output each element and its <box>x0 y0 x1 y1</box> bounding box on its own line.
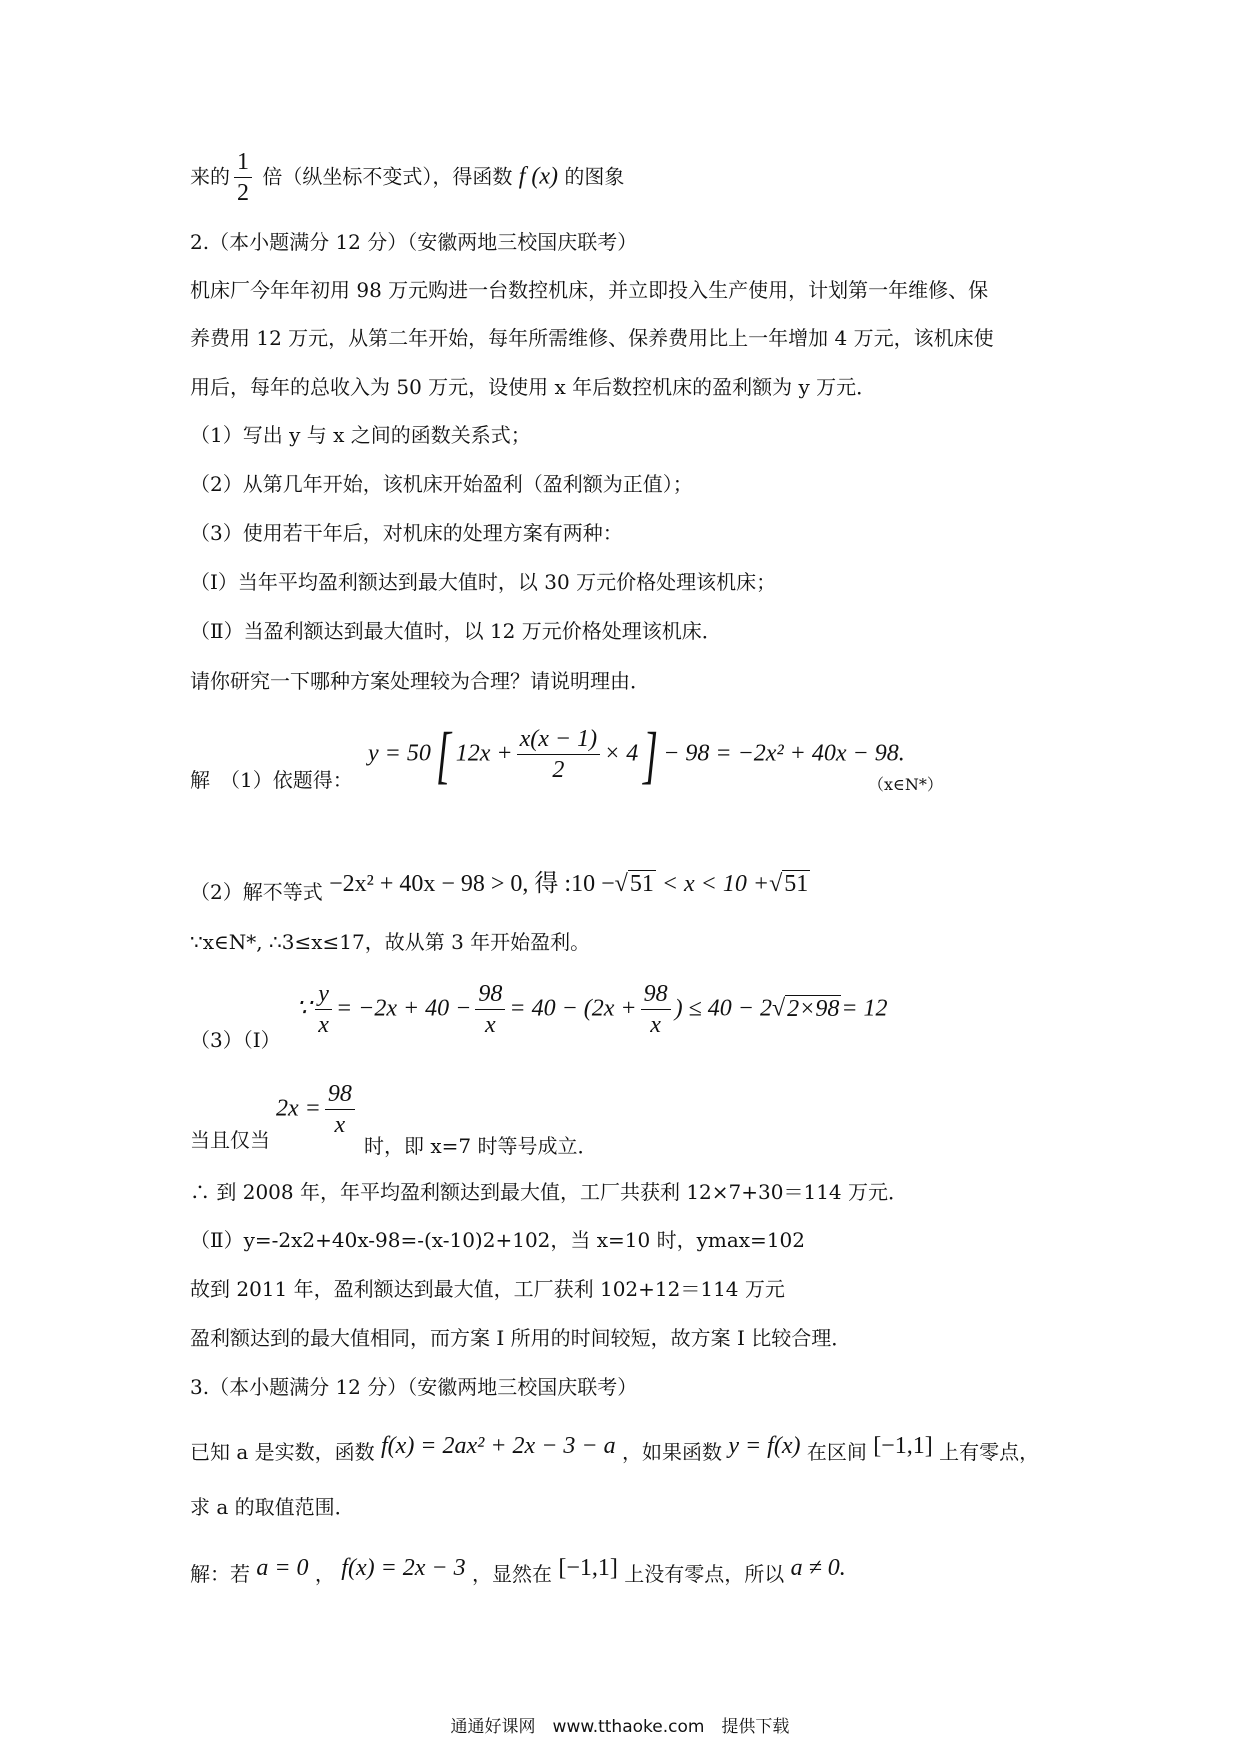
fraction-denominator: x <box>650 1012 661 1039</box>
y-over-x <box>315 982 332 1038</box>
solution-2-label: （2）解不等式 <box>190 880 323 904</box>
solution-line: （Ⅱ）y=-2x2+40x-98=-(x-10)2+102，当 x=10 时，ymax=102 <box>190 1228 805 1252</box>
half-fraction <box>234 150 252 206</box>
math-expr: f(x) = 2x − 3 <box>341 1555 466 1581</box>
right-bracket: ] <box>643 719 659 790</box>
inequality-left: −2x² + 40x − 98 > 0, 得 :10 − <box>329 871 615 897</box>
98-over-x <box>325 1082 355 1138</box>
q2-item-3: （3）使用若干年后，对机床的处理方案有两种： <box>190 521 623 545</box>
solution-1-formula <box>368 719 905 790</box>
text: 倍（纵坐标不变式），得函数 <box>262 164 513 189</box>
fraction-numerator: 98 <box>325 1082 355 1110</box>
text: 的图象 <box>564 164 625 189</box>
formula-part: = −2x + 40 − <box>335 995 472 1022</box>
q2-paragraph-line-2: 养费用 12 万元，从第二年开始，每年所需维修、保养费用比上一年增加 4 万元，该机床使 <box>190 326 994 350</box>
formula-part: ) ≤ 40 − 2 <box>674 995 772 1022</box>
text: 已知 a 是实数，函数 <box>190 1440 375 1464</box>
solution-line: 盈利额达到的最大值相同，而方案 I 所用的时间较短，故方案 I 比较合理． <box>190 1326 852 1350</box>
formula-inner: 12x + <box>455 740 513 767</box>
interval: [−1,1] <box>873 1433 933 1459</box>
text: 在区间 <box>806 1440 867 1464</box>
q2-item-1: （1）写出 y 与 x 之间的函数关系式； <box>190 423 531 447</box>
q2-item-5: （Ⅱ）当盈利额达到最大值时，以 12 万元价格处理该机床． <box>190 619 722 643</box>
text: ，显然在 <box>472 1562 552 1586</box>
text: ，如果函数 <box>621 1440 722 1464</box>
fraction-denominator: x <box>318 1012 329 1039</box>
fraction-numerator: 98 <box>641 982 671 1010</box>
sqrt-2x98: 2×98 <box>787 995 840 1022</box>
fraction-numerator: y <box>315 982 332 1010</box>
question-3-heading: 3.（本小题满分 12 分）（安徽两地三校国庆联考） <box>190 1375 638 1399</box>
fraction-numerator: 98 <box>475 982 505 1010</box>
formula-part: = 12 <box>841 995 888 1022</box>
solution-3-formula: ∵ $\frac{y}{x}$ = −2x + 40 − $\frac{98}{x}$ = 40 − (2x + $\frac{98}{x}$ ) ≤ 40 − 2√2×98= 12 <box>296 981 888 1039</box>
q2-paragraph-line-1: 机床厂今年年初用 98 万元购进一台数控机床，并立即投入生产使用，计划第一年维修、保 <box>190 278 989 302</box>
solution-1-label: 解 （1）依题得： <box>190 768 353 792</box>
domain-note: （x∈N*） <box>868 775 943 794</box>
function-formula: f(x) = 2ax² + 2x − 3 − a <box>381 1433 616 1459</box>
fraction-denominator: x <box>485 1012 496 1039</box>
formula-rhs: − 98 = −2x² + 40x − 98. <box>663 740 905 767</box>
function-formula: y = f(x) <box>728 1433 801 1459</box>
text: ， <box>314 1562 335 1586</box>
q2-item-6: 请你研究一下哪种方案处理较为合理？请说明理由． <box>190 669 650 693</box>
equality-condition <box>190 1130 270 1150</box>
98-over-x <box>475 982 505 1038</box>
footer-source: 通通好课网 www.tthaoke.com 提供下载 <box>450 1717 790 1737</box>
text: 上有零点， <box>939 1440 1040 1464</box>
q3-solution <box>190 1555 846 1586</box>
condition-rest: 时，即 x=7 时等号成立． <box>364 1134 598 1158</box>
sqrt-51: 51 <box>784 871 809 897</box>
math-expr: a = 0 <box>256 1555 309 1581</box>
solution-2-conclusion: ∵x∈N*, ∴3≤x≤17，故从第 3 年开始盈利。 <box>190 930 591 954</box>
left-bracket: [ <box>435 719 451 790</box>
q2-item-4: （Ⅰ）当年平均盈利额达到最大值时，以 30 万元价格处理该机床； <box>190 570 777 594</box>
because-symbol: ∵ <box>296 995 312 1022</box>
formula-part: = 40 − (2x + <box>509 995 637 1022</box>
solution-2 <box>190 871 810 904</box>
interval: [−1,1] <box>558 1555 618 1581</box>
solution-line: 故到 2011 年，盈利额达到最大值，工厂获利 102+12＝114 万元 <box>190 1277 785 1301</box>
solution-3-label: （3）（Ⅰ） <box>190 1028 281 1052</box>
inequality: −2x² + 40x − 98 > 0, 得 :10 −√51 < x < 10 +√51 <box>329 871 809 897</box>
formula-fraction <box>517 727 600 783</box>
text: 上没有零点，所以 <box>624 1562 785 1586</box>
fraction-numerator: x(x − 1) <box>517 727 600 755</box>
q3-paragraph-line-2: 求 a 的取值范围． <box>190 1495 355 1519</box>
inequality-mid: < x < 10 + <box>661 871 770 897</box>
math-expr: a ≠ 0. <box>790 1555 846 1581</box>
equality-formula <box>276 1082 359 1138</box>
question-2-heading: 2.（本小题满分 12 分）（安徽两地三校国庆联考） <box>190 230 638 254</box>
fraction-denominator: 2 <box>552 757 565 783</box>
condition-label: 当且仅当 <box>190 1128 270 1152</box>
solution-line: ∴ 到 2008 年，年平均盈利额达到最大值，工厂共获利 12×7+30＝114 万元． <box>190 1180 908 1204</box>
fraction-numerator: 1 <box>234 150 252 178</box>
continuation-line <box>190 150 624 206</box>
fraction-denominator: 2 <box>237 180 249 207</box>
sqrt-51: 51 <box>629 871 654 897</box>
formula-lhs: y = 50 <box>368 740 431 767</box>
fraction-denominator: x <box>334 1112 346 1139</box>
formula-lhs: 2x = <box>276 1095 321 1122</box>
98-over-x <box>641 982 671 1038</box>
q2-item-2: （2）从第几年开始，该机床开始盈利（盈利额为正值）； <box>190 472 693 496</box>
function-fx: f (x) <box>518 163 559 190</box>
q3-paragraph-line-1 <box>190 1433 1040 1464</box>
text: 来的 <box>190 164 230 189</box>
q2-paragraph-line-3: 用后，每年的总收入为 50 万元，设使用 x 年后数控机床的盈利额为 y 万元． <box>190 375 877 399</box>
text: 解：若 <box>190 1562 250 1586</box>
formula-times: × 4 <box>604 740 639 767</box>
